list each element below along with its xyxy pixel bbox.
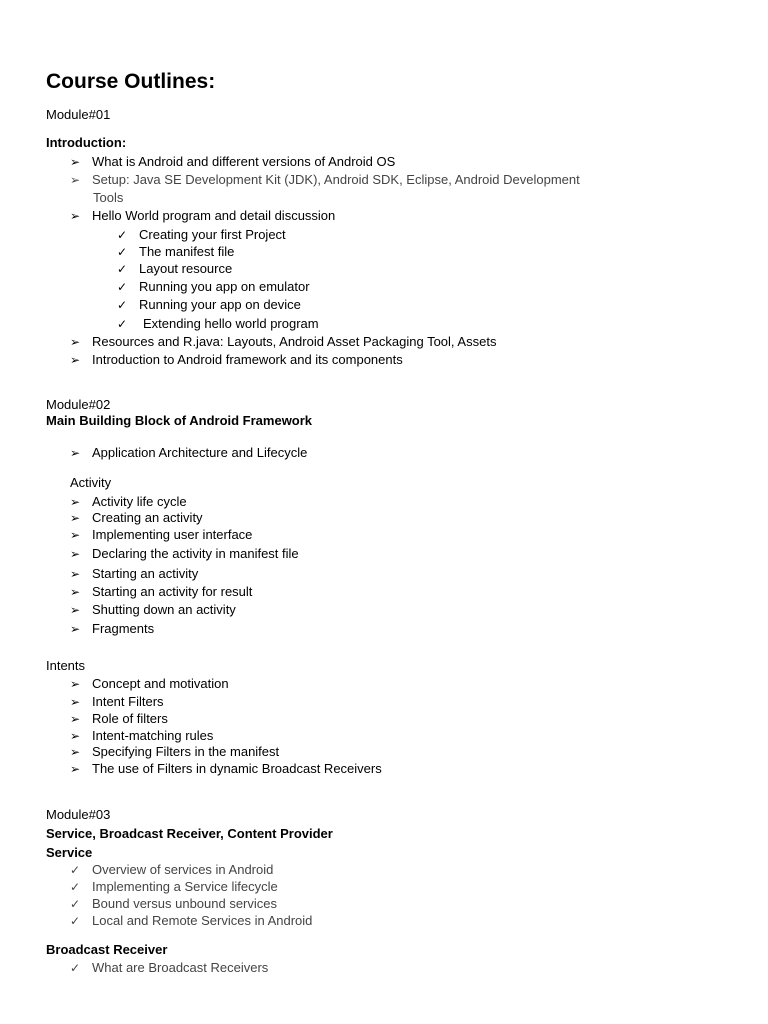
list-item: ➢ Specifying Filters in the manifest [70,744,280,759]
list-item: ➢ Starting an activity [70,566,199,581]
sub-list-item: ✓ Creating your first Project [117,227,286,242]
check-bullet-icon: ✓ [117,317,128,331]
check-bullet-icon: ✓ [70,961,81,975]
arrow-bullet-icon: ➢ [70,567,81,581]
sub-list-item: ✓ Running your app on device [117,297,301,312]
list-item: ➢ Creating an activity [70,510,203,525]
list-item: ➢ Implementing user interface [70,527,253,542]
check-bullet-icon: ✓ [117,245,128,259]
arrow-bullet-icon: ➢ [70,528,81,542]
subsection-label: Activity [70,475,112,490]
list-item: ✓ What are Broadcast Receivers [70,960,269,975]
list-item: ➢ Resources and R.java: Layouts, Android Asset Packaging Tool, Assets [70,334,497,349]
list-item: ➢ What is Android and different versions of Android OS [70,154,396,169]
arrow-bullet-icon: ➢ [70,547,81,561]
arrow-bullet-icon: ➢ [70,353,81,367]
arrow-bullet-icon: ➢ [70,511,81,525]
list-item-continuation: Tools [93,190,124,205]
module-label: Module#02 [46,397,111,412]
list-item: ✓ Overview of services in Android [70,862,274,877]
sub-list-item: ✓ Running you app on emulator [117,279,310,294]
arrow-bullet-icon: ➢ [70,677,81,691]
arrow-bullet-icon: ➢ [70,745,81,759]
subsection-label: Intents [46,658,86,673]
list-item: ➢ Shutting down an activity [70,602,236,617]
sub-list-item: ✓ The manifest file [117,244,235,259]
check-bullet-icon: ✓ [70,863,81,877]
arrow-bullet-icon: ➢ [70,762,81,776]
list-item: ➢ Concept and motivation [70,676,229,691]
arrow-bullet-icon: ➢ [70,173,81,187]
list-item: ➢ Introduction to Android framework and its components [70,352,403,367]
list-item: ➢ Role of filters [70,711,168,726]
module-label: Module#01 [46,107,111,122]
section-heading: Introduction: [46,135,127,150]
arrow-bullet-icon: ➢ [70,585,81,599]
arrow-bullet-icon: ➢ [70,712,81,726]
check-bullet-icon: ✓ [70,880,81,894]
list-item: ➢ Application Architecture and Lifecycle [70,445,308,460]
sub-list-item: ✓ Layout resource [117,261,233,276]
subsection-heading: Service [46,845,93,860]
list-item: ➢ Intent Filters [70,694,164,709]
list-item: ✓ Local and Remote Services in Android [70,913,313,928]
list-item: ➢ Setup: Java SE Development Kit (JDK), Android SDK, Eclipse, Android Development [70,172,580,187]
arrow-bullet-icon: ➢ [70,335,81,349]
check-bullet-icon: ✓ [117,298,128,312]
arrow-bullet-icon: ➢ [70,495,81,509]
page-title: Course Outlines: [46,70,216,93]
check-bullet-icon: ✓ [70,914,81,928]
arrow-bullet-icon: ➢ [70,209,81,223]
module-label: Module#03 [46,807,111,822]
section-heading: Main Building Block of Android Framework [46,413,313,428]
list-item: ➢ Intent-matching rules [70,728,214,743]
sub-list-item: ✓ Extending hello world program [117,316,319,331]
list-item: ➢ Fragments [70,621,155,636]
list-item: ➢ Declaring the activity in manifest file [70,546,299,561]
list-item: ➢ Hello World program and detail discussion [70,208,336,223]
arrow-bullet-icon: ➢ [70,603,81,617]
list-item: ➢ The use of Filters in dynamic Broadcast Receivers [70,761,382,776]
check-bullet-icon: ✓ [117,280,128,294]
list-item: ➢ Activity life cycle [70,494,187,509]
arrow-bullet-icon: ➢ [70,155,81,169]
arrow-bullet-icon: ➢ [70,446,81,460]
arrow-bullet-icon: ➢ [70,729,81,743]
subsection-heading: Broadcast Receiver [46,942,168,957]
section-heading: Service, Broadcast Receiver, Content Provider [46,826,333,841]
arrow-bullet-icon: ➢ [70,695,81,709]
check-bullet-icon: ✓ [70,897,81,911]
list-item: ✓ Implementing a Service lifecycle [70,879,278,894]
arrow-bullet-icon: ➢ [70,622,81,636]
check-bullet-icon: ✓ [117,228,128,242]
list-item: ✓ Bound versus unbound services [70,896,278,911]
check-bullet-icon: ✓ [117,262,128,276]
list-item: ➢ Starting an activity for result [70,584,253,599]
